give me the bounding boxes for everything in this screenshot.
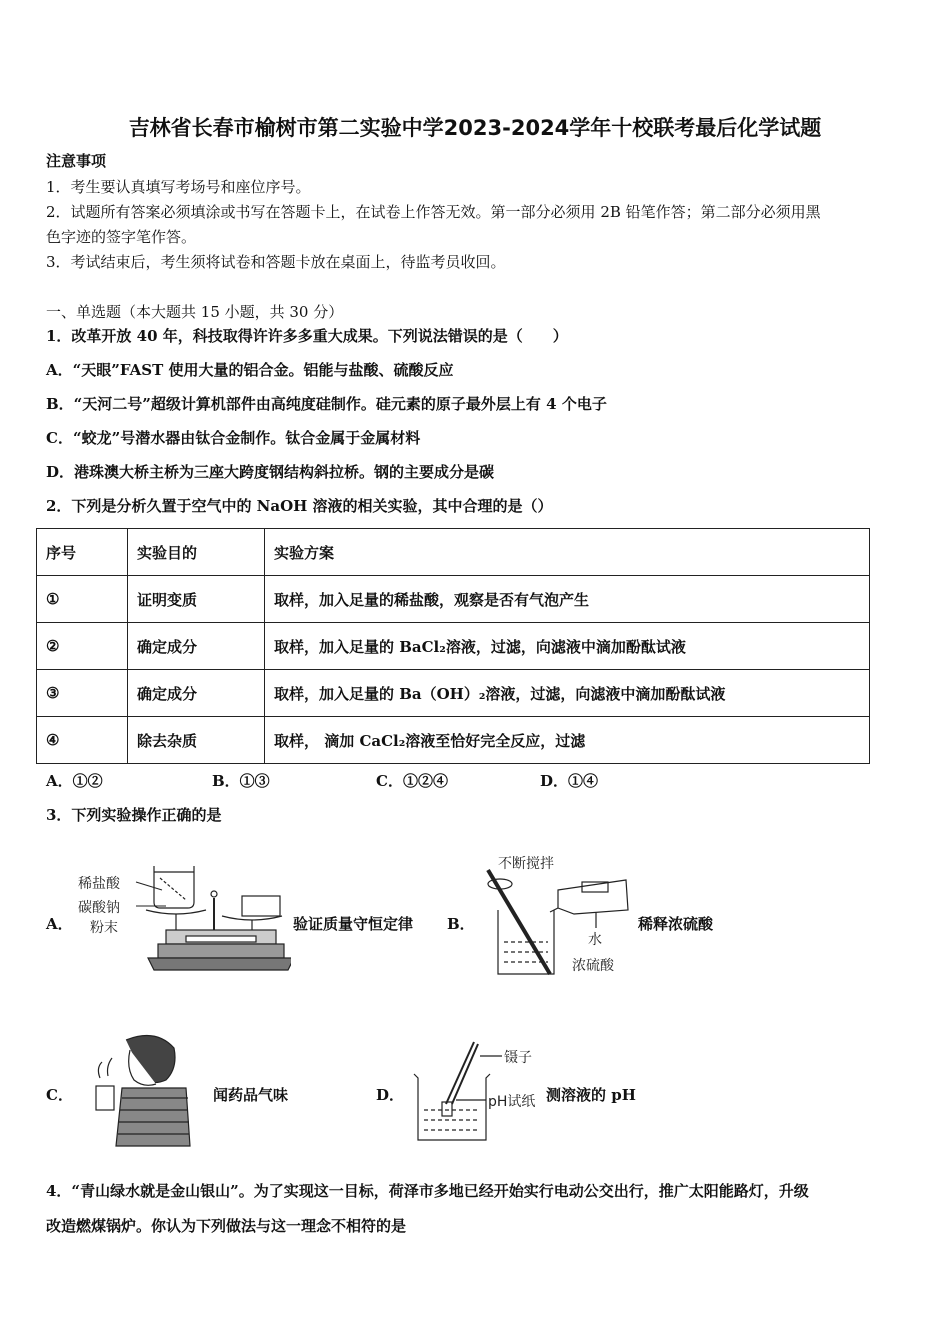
q4-stem-line: 改造燃煤锅炉。你认为下列做法与这一理念不相符的是 [46, 1217, 407, 1235]
q3-stem: 3．下列实验操作正确的是 [46, 806, 222, 824]
q3-a-caption: 验证质量守恒定律 [293, 915, 414, 933]
notice-item: 2．试题所有答案必须填涂或书写在答题卡上，在试卷上作答无效。第一部分必须用 2B 铅笔作答；第二部分必须用黑 [46, 203, 821, 221]
q4-stem-line: 4．“青山绿水就是金山银山”。为了实现这一目标，荷泽市多地已经开始实行电动公交出行，推广太阳能路灯，升级 [46, 1182, 809, 1200]
q3-d-letter: D． [376, 1086, 405, 1104]
q3-b-caption: 稀释浓硫酸 [638, 915, 714, 933]
balance-illustration [76, 858, 291, 978]
section-heading: 一、单选题（本大题共 15 小题，共 30 分） [46, 303, 344, 321]
notice-heading: 注意事项 [46, 152, 107, 170]
q1-option-a: A．“天眼”FAST 使用大量的铝合金。铝能与盐酸、硫酸反应 [46, 361, 454, 379]
table-header-row [37, 529, 870, 576]
table-cell: ② [37, 623, 128, 670]
table-row [37, 670, 870, 717]
q3-c-caption: 闻药品气味 [213, 1086, 289, 1104]
ph-test-illustration [406, 1040, 546, 1145]
label-powder: 粉末 [90, 920, 118, 936]
label-dilute-hcl: 稀盐酸 [78, 876, 120, 892]
q2-table [36, 528, 870, 764]
table-cell: 确定成分 [128, 623, 265, 670]
q2-option-d: D．①④ [540, 772, 599, 790]
table-cell: 确定成分 [128, 670, 265, 717]
label-conc-sulfuric: 浓硫酸 [572, 958, 614, 974]
table-cell: 取样，加入足量的稀盐酸，观察是否有气泡产生 [265, 576, 870, 623]
q3-a-letter: A． [46, 915, 73, 933]
table-cell: 取样， 滴加 CaCl₂溶液至恰好完全反应，过滤 [265, 717, 870, 764]
label-tweezers: 镊子 [504, 1050, 532, 1066]
label-ph-paper: pH试纸 [488, 1094, 536, 1110]
table-cell: 除去杂质 [128, 717, 265, 764]
dilution-illustration [478, 850, 638, 985]
q3-d-caption: 测溶液的 pH [546, 1086, 636, 1104]
table-cell: ③ [37, 670, 128, 717]
smelling-illustration [86, 1028, 191, 1148]
table-header-cell: 序号 [37, 529, 128, 576]
q1-option-d: D．港珠澳大桥主桥为三座大跨度钢结构斜拉桥。钢的主要成分是碳 [46, 463, 495, 481]
notice-item: 1．考生要认真填写考场号和座位序号。 [46, 178, 311, 196]
q3-b-letter: B． [447, 915, 475, 933]
notice-item: 色字迹的签字笔作答。 [46, 228, 197, 246]
label-water: 水 [588, 932, 602, 948]
table-cell: ① [37, 576, 128, 623]
table-header-cell: 实验目的 [128, 529, 265, 576]
q1-option-b: B．“天河二号”超级计算机部件由高纯度硅制作。硅元素的原子最外层上有 4 个电子 [46, 395, 607, 413]
q2-stem: 2．下列是分析久置于空气中的 NaOH 溶液的相关实验，其中合理的是（） [46, 497, 553, 515]
q2-option-b: B．①③ [212, 772, 270, 790]
q1-option-c: C．“蛟龙”号潜水器由钛合金制作。钛合金属于金属材料 [46, 429, 421, 447]
table-row [37, 623, 870, 670]
notice-item: 3．考试结束后，考生须将试卷和答题卡放在桌面上，待监考员收回。 [46, 253, 506, 271]
label-stir: 不断搅拌 [498, 856, 554, 872]
table-cell: ④ [37, 717, 128, 764]
q2-option-a: A．①② [46, 772, 103, 790]
page-title: 吉林省长春市榆树市第二实验中学2023-2024学年十校联考最后化学试题 [128, 116, 822, 140]
q2-option-c: C．①②④ [376, 772, 448, 790]
table-row [37, 717, 870, 764]
q1-stem: 1．改革开放 40 年，科技取得许许多多重大成果。下列说法错误的是（ ） [46, 327, 568, 345]
table-header-cell: 实验方案 [265, 529, 870, 576]
q3-c-letter: C． [46, 1086, 73, 1104]
table-cell: 证明变质 [128, 576, 265, 623]
table-cell: 取样，加入足量的 BaCl₂溶液，过滤，向滤液中滴加酚酞试液 [265, 623, 870, 670]
label-sodium-carbonate: 碳酸钠 [78, 900, 120, 916]
table-cell: 取样，加入足量的 Ba（OH）₂溶液，过滤，向滤液中滴加酚酞试液 [265, 670, 870, 717]
table-row [37, 576, 870, 623]
